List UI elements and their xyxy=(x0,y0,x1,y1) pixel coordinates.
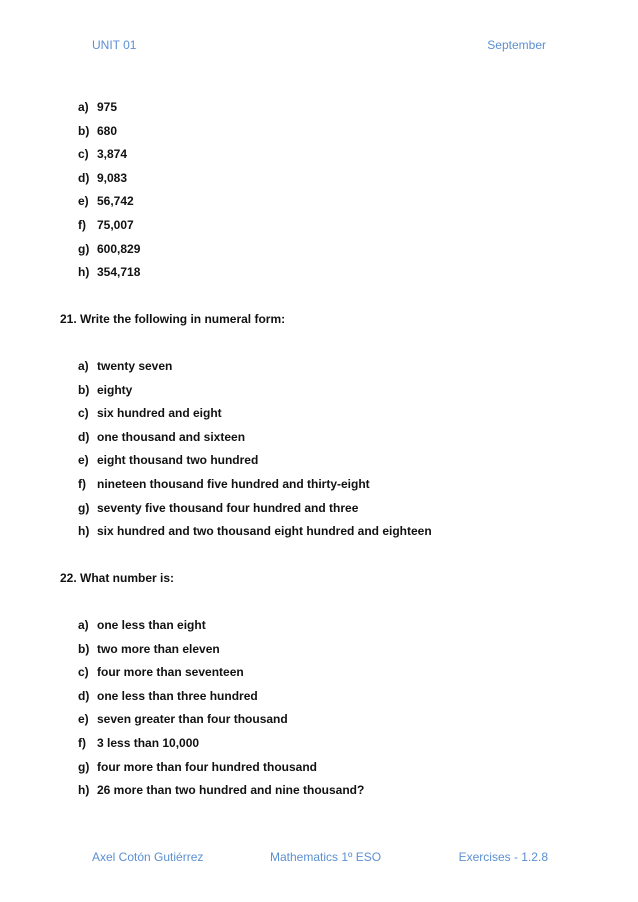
list-item xyxy=(78,382,432,406)
item-text: 354,718 xyxy=(97,265,141,280)
item-label: a) xyxy=(78,100,89,114)
item-label: a) xyxy=(78,618,89,632)
item-text: two more than eleven xyxy=(97,641,220,656)
list-item xyxy=(78,688,364,712)
item-text: 9,083 xyxy=(97,170,128,185)
item-label: g) xyxy=(78,241,90,256)
item-text: eighty xyxy=(97,382,133,397)
list-item xyxy=(78,358,432,382)
question-22-title: 22. What number is: xyxy=(60,571,175,585)
list-item xyxy=(78,264,140,288)
item-text: one less than three hundred xyxy=(97,688,258,703)
list-item xyxy=(78,759,364,783)
list-item xyxy=(78,241,140,265)
item-text: twenty seven xyxy=(97,359,173,373)
list-item xyxy=(78,193,140,217)
item-label: e) xyxy=(78,712,89,727)
item-text: 975 xyxy=(97,100,118,114)
list-item xyxy=(78,452,432,476)
item-text: six hundred and two thousand eight hundred and eighteen xyxy=(97,524,432,539)
list-item xyxy=(78,500,432,524)
item-label: b) xyxy=(78,123,90,138)
item-label: g) xyxy=(78,759,90,774)
list-item xyxy=(78,217,140,241)
list-item xyxy=(78,146,140,170)
list-item xyxy=(78,664,364,688)
item-label: a) xyxy=(78,359,89,373)
header-month: September xyxy=(487,38,546,52)
item-text: 56,742 xyxy=(97,194,134,209)
item-text: one thousand and sixteen xyxy=(97,429,246,444)
list-item xyxy=(78,523,432,547)
item-label: d) xyxy=(78,170,90,185)
item-text: six hundred and eight xyxy=(97,406,222,421)
number-list xyxy=(78,99,140,288)
list-item xyxy=(78,476,432,500)
item-text: four more than four hundred thousand xyxy=(97,759,317,774)
question-21-list xyxy=(78,358,432,547)
list-item xyxy=(78,782,364,806)
item-label: f) xyxy=(78,476,86,491)
item-label: e) xyxy=(78,194,89,209)
footer-author: Axel Cotón Gutiérrez xyxy=(92,850,204,864)
item-text: nineteen thousand five hundred and thirty-eight xyxy=(97,476,370,491)
item-label: c) xyxy=(78,406,89,421)
footer-exercises: Exercises - 1.2.8 xyxy=(458,850,548,864)
item-label: g) xyxy=(78,500,90,515)
item-label: e) xyxy=(78,453,89,468)
item-label: c) xyxy=(78,665,89,680)
list-item xyxy=(78,641,364,665)
list-item xyxy=(78,170,140,194)
list-item xyxy=(78,99,140,123)
list-item xyxy=(78,735,364,759)
item-text: seven greater than four thousand xyxy=(97,712,288,727)
item-label: f) xyxy=(78,217,86,232)
list-item xyxy=(78,711,364,735)
item-label: h) xyxy=(78,783,90,798)
item-text: 680 xyxy=(97,123,118,138)
item-text: 3,874 xyxy=(97,147,128,162)
header-unit: UNIT 01 xyxy=(92,38,137,52)
item-text: 26 more than two hundred and nine thousand? xyxy=(97,783,365,798)
question-22-list xyxy=(78,617,364,806)
item-text: 75,007 xyxy=(97,217,134,232)
item-label: b) xyxy=(78,641,90,656)
list-item xyxy=(78,429,432,453)
item-text: one less than eight xyxy=(97,618,206,632)
item-text: 3 less than 10,000 xyxy=(97,735,200,750)
list-item xyxy=(78,405,432,429)
item-label: h) xyxy=(78,265,90,280)
item-label: b) xyxy=(78,382,90,397)
item-text: seventy five thousand four hundred and three xyxy=(97,500,359,515)
list-item xyxy=(78,617,364,641)
list-item xyxy=(78,123,140,147)
item-label: c) xyxy=(78,147,89,162)
item-text: 600,829 xyxy=(97,241,141,256)
footer-course: Mathematics 1º ESO xyxy=(270,850,382,864)
item-label: h) xyxy=(78,524,90,539)
item-label: f) xyxy=(78,735,86,750)
item-text: eight thousand two hundred xyxy=(97,453,259,468)
question-21-title: 21. Write the following in numeral form: xyxy=(60,312,286,326)
item-label: d) xyxy=(78,429,90,444)
item-text: four more than seventeen xyxy=(97,665,244,680)
item-label: d) xyxy=(78,688,90,703)
